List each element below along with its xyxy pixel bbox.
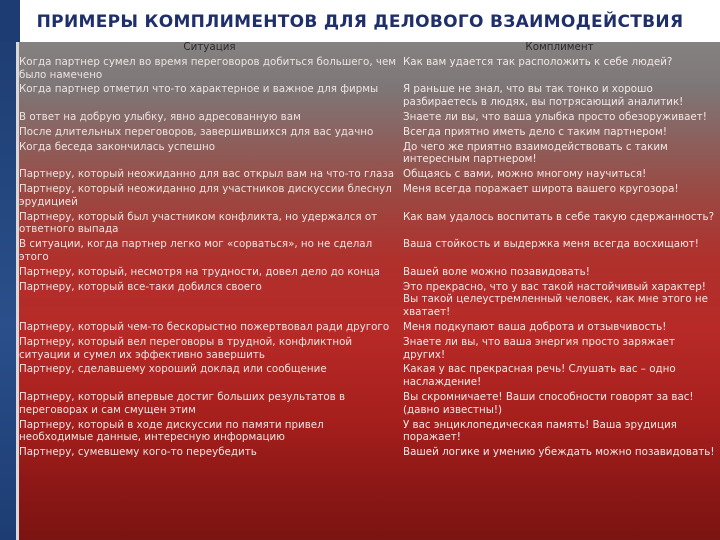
table-row — [18, 321, 718, 336]
compliment-cell: Вы скромничаете! Ваши способности говорят за вас! (давно известны!) — [403, 390, 694, 416]
slide-title: ПРИМЕРЫ КОМПЛИМЕНТОВ ДЛЯ ДЕЛОВОГО ВЗАИМОДЕЙСТВИЯ — [36, 12, 684, 32]
table-row — [18, 168, 718, 183]
situation-cell: После длительных переговоров, завершившихся для вас удачно — [19, 125, 374, 138]
compliment-cell: Всегда приятно иметь дело с таким партнером! — [403, 125, 667, 138]
compliment-cell: До чего же приятно взаимодействовать с таким интересным партнером! — [403, 140, 668, 166]
compliment-cell: Знаете ли вы, что ваша улыбка просто обезоруживает! — [403, 110, 707, 123]
table-row — [18, 111, 718, 126]
table-row — [18, 266, 718, 281]
title-band — [0, 0, 720, 42]
table-row — [18, 281, 718, 321]
situation-cell: Партнеру, который неожиданно для вас открыл вам на что-то глаза — [19, 168, 395, 181]
table-row — [18, 211, 718, 239]
situation-cell: Когда партнер сумел во время переговоров добиться большего, чем было намечено — [19, 55, 397, 81]
table-row — [18, 141, 718, 169]
compliment-cell: Как вам удалось воспитать в себе такую сдержанность? — [403, 210, 715, 223]
left-accent-bar — [0, 0, 16, 540]
column-header-compliment: Комплимент — [525, 41, 594, 53]
situation-cell: Партнеру, который впервые достиг больших результатов в переговорах и сам смущен этим — [19, 390, 346, 416]
compliment-cell: Вашей воле можно позавидовать! — [403, 265, 590, 278]
situation-cell: Партнеру, который все-таки добился своего — [19, 280, 262, 293]
table-row — [18, 183, 718, 211]
situation-cell: Партнеру, который неожиданно для участников дискуссии блеснул эрудицией — [19, 182, 392, 208]
compliments-table — [18, 41, 718, 461]
situation-cell: В ответ на добрую улыбку, явно адресованную вам — [19, 110, 301, 123]
compliment-cell: Общаясь с вами, можно многому научиться! — [403, 168, 647, 181]
compliment-cell: Как вам удается так расположить к себе людей? — [403, 55, 673, 68]
situation-cell: Партнеру, сумевшему кого-то переубедить — [19, 446, 257, 459]
situation-cell: Партнеру, сделавшему хороший доклад или сообщение — [19, 363, 327, 376]
situation-cell: Партнеру, который, несмотря на трудности, довел дело до конца — [19, 265, 380, 278]
table-row — [18, 363, 718, 391]
compliment-cell: Знаете ли вы, что ваша энергия просто заряжает других! — [403, 335, 675, 361]
table-row — [18, 238, 718, 266]
table-row — [18, 391, 718, 419]
compliment-cell: Ваша стойкость и выдержка меня всегда восхищают! — [403, 238, 699, 251]
column-header-situation: Ситуация — [183, 41, 236, 53]
situation-cell: В ситуации, когда партнер легко мог «сорваться», но не сделал этого — [19, 238, 373, 263]
table-row — [18, 56, 718, 84]
situation-cell: Партнеру, который в ходе дискуссии по памяти привел необходимые данные, интересную информацию — [19, 418, 324, 444]
table-row — [18, 419, 718, 447]
table-row — [18, 83, 718, 111]
table-row — [18, 336, 718, 364]
table-header-row — [18, 41, 718, 56]
compliment-cell: Меня подкупают ваша доброта и отзывчивость! — [403, 320, 667, 333]
compliment-cell: Я раньше не знал, что вы так тонко и хорошо разбираетесь в людях, вы потрясающий аналитик! — [403, 83, 684, 109]
compliment-cell: Вашей логике и умению убеждать можно позавидовать! — [403, 446, 715, 459]
situation-cell: Партнеру, который чем-то бескорыстно пожертвовал ради другого — [19, 320, 390, 333]
table-row — [18, 126, 718, 141]
situation-cell: Когда партнер отметил что-то характерное и важное для фирмы — [19, 83, 379, 96]
compliment-cell: Меня всегда поражает широта вашего кругозора! — [403, 182, 679, 195]
compliment-cell: Это прекрасно, что у вас такой настойчивый характер! Вы такой целеустремленный человек, как мне этого не хватает! — [403, 280, 708, 319]
compliment-cell: У вас энциклопедическая память! Ваша эрудиция поражает! — [403, 418, 677, 444]
compliments-table-container — [18, 41, 718, 540]
situation-cell: Партнеру, который был участником конфликта, но удержался от ответного выпада — [19, 210, 378, 236]
situation-cell: Партнеру, который вел переговоры в трудной, конфликтной ситуации и сумел их эффективно завершить — [19, 335, 353, 361]
compliment-cell: Какая у вас прекрасная речь! Слушать вас – одно наслаждение! — [403, 363, 676, 389]
table-row — [18, 446, 718, 461]
situation-cell: Когда беседа закончилась успешно — [19, 140, 216, 153]
